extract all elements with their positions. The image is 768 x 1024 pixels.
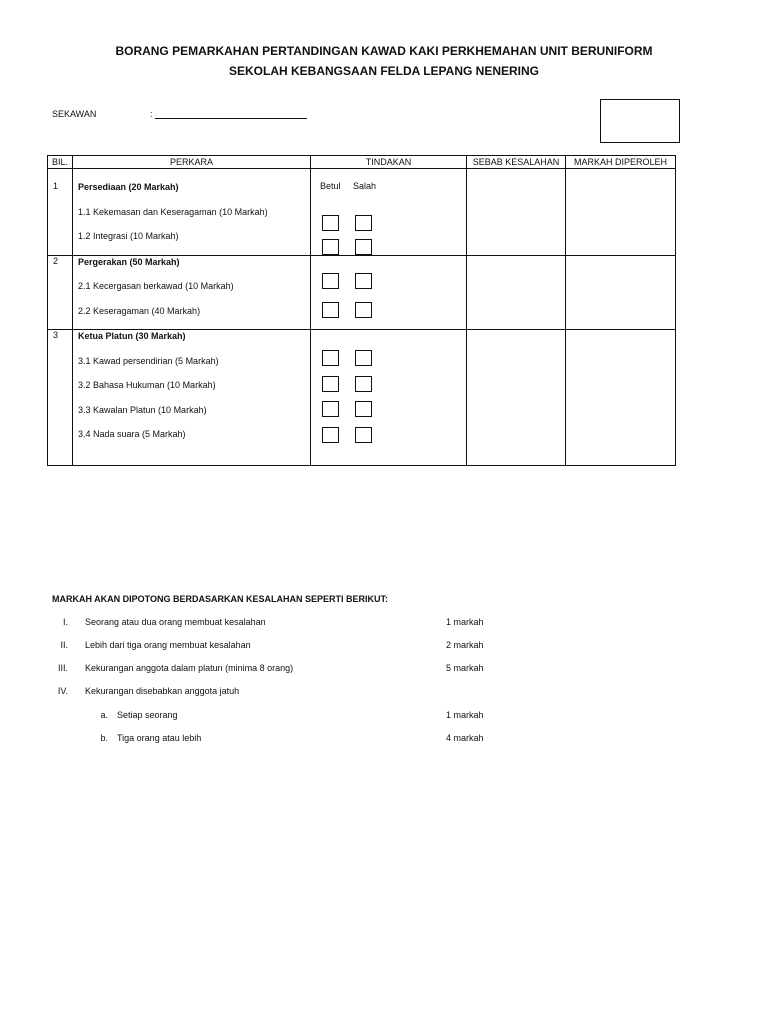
betul-checkbox[interactable] bbox=[322, 376, 339, 392]
section-perkara bbox=[73, 169, 311, 256]
betul-checkbox[interactable] bbox=[322, 239, 339, 255]
section-number: 2 bbox=[48, 255, 73, 330]
markah-cell[interactable] bbox=[566, 330, 676, 466]
sebab-cell[interactable] bbox=[467, 169, 566, 256]
subrule-mark: 1 markah bbox=[446, 710, 484, 720]
scoring-table bbox=[47, 155, 676, 466]
rule-text: Kekurangan anggota dalam platun (minima 8 orang) bbox=[85, 663, 294, 673]
rule-number: I. bbox=[62, 617, 68, 627]
salah-checkbox[interactable] bbox=[355, 350, 372, 366]
rule-mark: 5 markah bbox=[446, 663, 484, 673]
subrule-text: Tiga orang atau lebih bbox=[117, 733, 202, 743]
item-label: 2.2 Keseragaman (40 Markah) bbox=[78, 305, 201, 316]
salah-checkbox[interactable] bbox=[355, 239, 372, 255]
rule-mark: 2 markah bbox=[446, 640, 484, 650]
sekawan-label: SEKAWAN bbox=[52, 109, 97, 119]
subrule-letter: a. bbox=[100, 710, 108, 720]
betul-label: Betul bbox=[320, 181, 341, 191]
col-header-sebab: SEBAB KESALAHAN bbox=[467, 156, 566, 169]
section-number: 1 bbox=[48, 169, 73, 256]
salah-checkbox[interactable] bbox=[355, 401, 372, 417]
total-score-box[interactable] bbox=[600, 99, 680, 143]
sekawan-underline bbox=[155, 109, 307, 119]
betul-checkbox[interactable] bbox=[322, 215, 339, 231]
betul-checkbox[interactable] bbox=[322, 350, 339, 366]
rule-mark: 1 markah bbox=[446, 617, 484, 627]
section-perkara bbox=[73, 255, 311, 330]
betul-checkbox[interactable] bbox=[322, 273, 339, 289]
section-row-2 bbox=[48, 255, 676, 330]
section-row-3 bbox=[48, 330, 676, 466]
item-label: 3.2 Bahasa Hukuman (10 Markah) bbox=[78, 380, 216, 390]
section-number: 3 bbox=[48, 330, 73, 466]
form-title: BORANG PEMARKAHAN PERTANDINGAN KAWAD KAKI PERKHEMAHAN UNIT BERUNIFORM bbox=[115, 44, 653, 58]
sebab-cell[interactable] bbox=[467, 330, 566, 466]
sekawan-field[interactable] bbox=[150, 109, 307, 119]
deduction-heading: MARKAH AKAN DIPOTONG BERDASARKAN KESALAHAN SEPERTI BERIKUT: bbox=[52, 594, 389, 604]
section-title: Persediaan (20 Markah) bbox=[78, 182, 179, 192]
betul-checkbox[interactable] bbox=[322, 401, 339, 417]
section-row-1 bbox=[48, 169, 676, 256]
salah-checkbox[interactable] bbox=[355, 427, 372, 443]
sebab-cell[interactable] bbox=[467, 255, 566, 330]
markah-cell[interactable] bbox=[566, 255, 676, 330]
sekawan-colon: : bbox=[150, 109, 153, 119]
section-tindakan bbox=[311, 330, 467, 466]
salah-label: Salah bbox=[353, 181, 377, 191]
rule-text: Seorang atau dua orang membuat kesalahan bbox=[85, 617, 266, 627]
section-tindakan bbox=[311, 169, 467, 256]
item-label: 3.1 Kawad persendirian (5 Markah) bbox=[78, 355, 219, 366]
markah-cell[interactable] bbox=[566, 169, 676, 256]
rule-number: III. bbox=[57, 663, 68, 673]
col-header-markah: MARKAH DIPEROLEH bbox=[566, 156, 676, 169]
betul-checkbox[interactable] bbox=[322, 302, 339, 318]
item-label: 3.3 Kawalan Platun (10 Markah) bbox=[78, 404, 207, 415]
school-name: SEKOLAH KEBANGSAAN FELDA LEPANG NENERING bbox=[228, 64, 539, 78]
item-label: 2.1 Kecergasan berkawad (10 Markah) bbox=[78, 281, 234, 291]
item-label: 1.1 Kekemasan dan Keseragaman (10 Markah) bbox=[78, 206, 268, 217]
betul-checkbox[interactable] bbox=[322, 427, 339, 443]
subrule-mark: 4 markah bbox=[446, 733, 484, 743]
rule-number: II. bbox=[60, 640, 68, 650]
section-perkara bbox=[73, 330, 311, 466]
col-header-bil: BIL. bbox=[48, 156, 73, 169]
col-header-perkara: PERKARA bbox=[73, 156, 311, 169]
rule-text: Kekurangan disebabkan anggota jatuh bbox=[85, 686, 240, 696]
item-label: 1.2 Integrasi (10 Markah) bbox=[78, 231, 179, 241]
salah-checkbox[interactable] bbox=[355, 302, 372, 318]
salah-checkbox[interactable] bbox=[355, 376, 372, 392]
section-title: Ketua Platun (30 Markah) bbox=[78, 331, 186, 341]
rule-text: Lebih dari tiga orang membuat kesalahan bbox=[85, 640, 251, 650]
salah-checkbox[interactable] bbox=[355, 215, 372, 231]
rule-number: IV. bbox=[57, 686, 68, 696]
salah-checkbox[interactable] bbox=[355, 273, 372, 289]
section-title: Pergerakan (50 Markah) bbox=[78, 256, 180, 267]
item-label: 3.4 Nada suara (5 Markah) bbox=[78, 429, 186, 439]
section-tindakan bbox=[311, 255, 467, 330]
col-header-tindakan: TINDAKAN bbox=[311, 156, 467, 169]
subrule-letter: b. bbox=[100, 733, 108, 743]
subrule-text: Setiap seorang bbox=[117, 710, 178, 720]
table-header-row bbox=[48, 156, 676, 169]
